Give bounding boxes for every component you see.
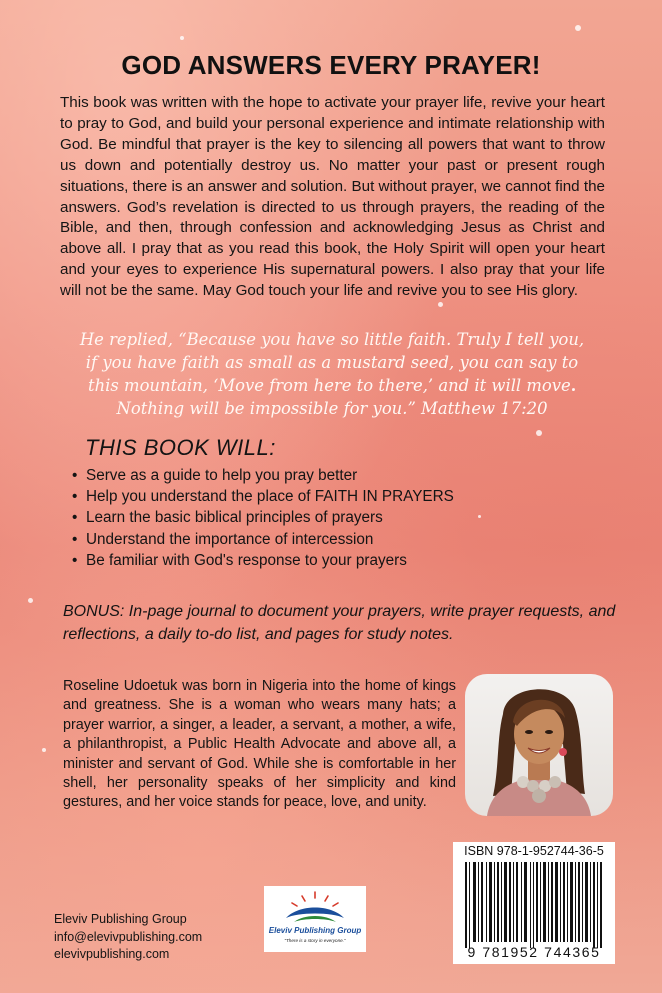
bonus-text: BONUS: In-page journal to document your prayers, write prayer requests, and reflections, a daily to-do list, and pages for study notes. <box>63 603 616 643</box>
author-photo <box>465 674 613 816</box>
sparkle <box>42 748 46 752</box>
list-item <box>72 465 454 486</box>
author-portrait-icon <box>465 674 613 816</box>
sparkle <box>536 430 542 436</box>
bullet-icon: • <box>72 467 78 484</box>
publisher-website: elevivpublishing.com <box>54 947 170 961</box>
page-title: GOD ANSWERS EVERY PRAYER! <box>121 50 541 80</box>
isbn-barcode-box <box>453 842 615 964</box>
list-item <box>72 507 454 528</box>
list-item <box>72 486 454 507</box>
list-item <box>72 550 454 571</box>
bullet-icon: • <box>72 530 78 548</box>
sparkle <box>478 515 481 518</box>
publisher-info <box>54 911 202 964</box>
book-will-list <box>72 465 454 571</box>
list-item-text: Be familiar with God's response to your prayers <box>86 551 407 569</box>
list-item-text: Understand the importance of intercession <box>86 530 374 548</box>
book-will-heading: THIS BOOK WILL: <box>85 435 276 460</box>
bullet-icon: • <box>72 551 78 569</box>
isbn-label: ISBN 978-1-952744-36-5 <box>464 844 604 858</box>
bullet-icon: • <box>72 509 78 527</box>
logo-name: Eleviv Publishing Group <box>268 926 362 935</box>
sparkle <box>438 302 443 307</box>
scripture-quote: He replied, “Because you have so little faith. Truly I tell you, if you have faith as small as a mustard seed, you can say to this mountain, ‘Move from here to there,’ and it will move. Nothing will be impossible for you.” Matthew 17:20 <box>79 330 585 418</box>
list-item <box>72 529 454 550</box>
sparkle <box>180 36 184 40</box>
intro-paragraph: This book was written with the hope to activate your prayer life, revive your heart to pray to God, and build your personal experience and intimate relationship with God. Be mindful that prayer is the key to silencing all powers that want to throw us down and potentially destroy us. No matter your past or present rough situations, there is an answer and solution. But without prayer, we cannot find the answers. God’s revelation is directed to us through prayers, the reading of the Bible, and then, through confession and acknowledging Jesus as Christ and above all. I pray that as you read this book, the Holy Spirit will open your heart and your eyes to experience His supernatural powers. I also pray that your life will not be the same. May God touch your life and revive you to see His glory. <box>60 94 605 300</box>
publisher-name: Eleviv Publishing Group <box>54 912 187 926</box>
publisher-email: info@elevivpublishing.com <box>54 929 203 944</box>
sparkle <box>28 598 33 603</box>
rising-sun-logo-icon <box>264 886 366 926</box>
list-item-text: Help you understand the place of FAITH IN PRAYERS <box>86 488 454 506</box>
isbn-digits: 9 781952 744365 <box>467 944 601 960</box>
logo-tagline: "There is a story in everyone." <box>284 938 346 943</box>
sparkle <box>575 25 581 31</box>
publisher-logo <box>264 886 366 952</box>
list-item-text: Learn the basic biblical principles of prayers <box>86 509 383 527</box>
bullet-icon: • <box>72 488 78 506</box>
list-item-text: Serve as a guide to help you pray better <box>86 467 358 484</box>
author-bio: Roseline Udoetuk was born in Nigeria into the home of kings and greatness. She is a woman who wears many hats; a prayer warrior, a singer, a leader, a servant, a mother, a wife, a philanthropist, a Public Health Advocate and above all, a minister and servant of God. While she is comfortable in her shell, her personality speaks of her simplicity and kind gestures, and her voice stands for peace, love, and unity. <box>63 678 456 811</box>
